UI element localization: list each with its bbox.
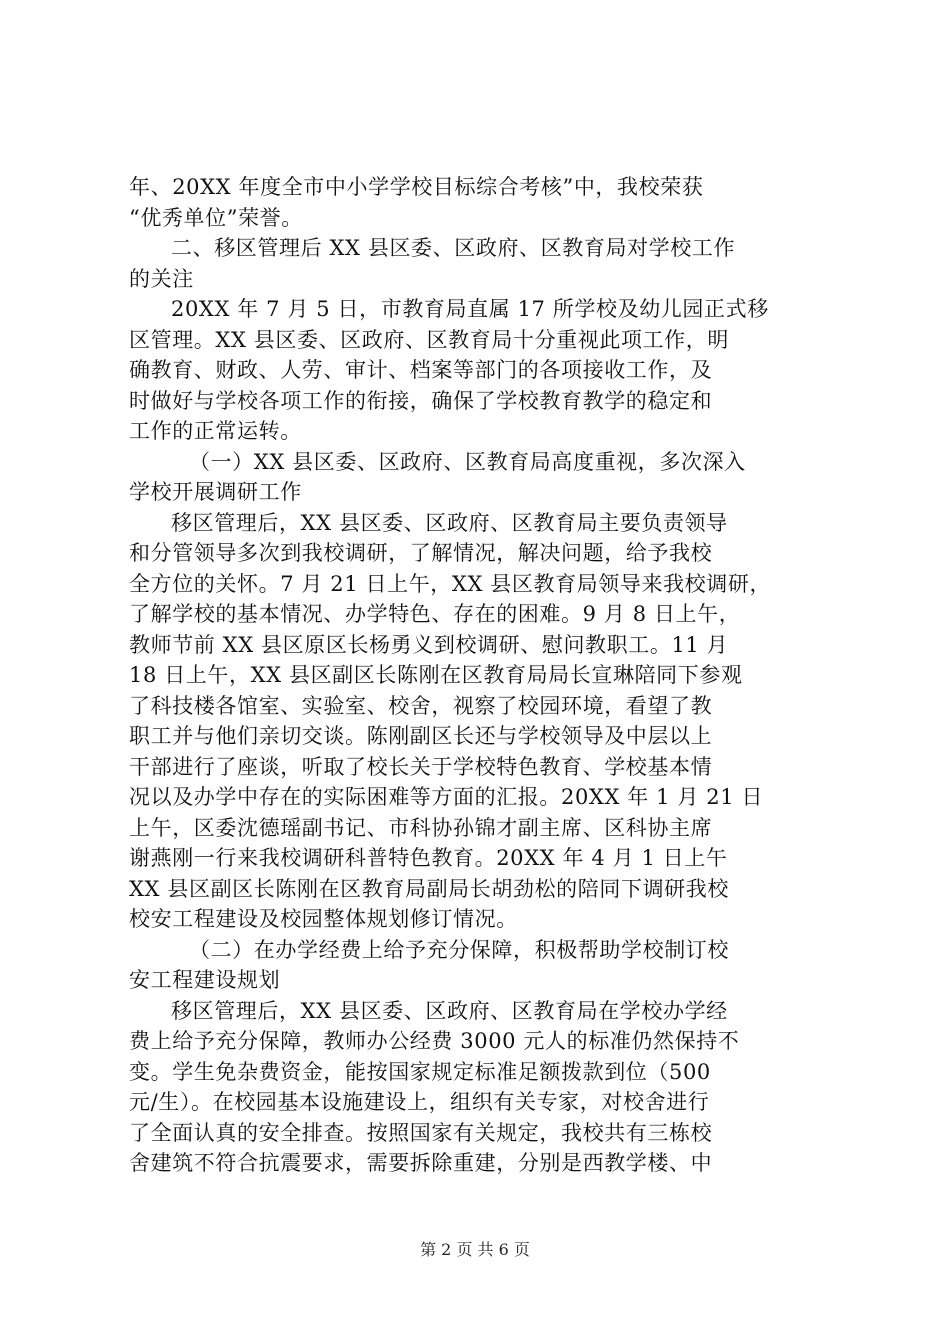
paragraph-line: 了科技楼各馆室、实验室、校舍，视察了校园环境，看望了教	[129, 693, 713, 718]
page-number-label: 第 2 页 共 6 页	[420, 1240, 530, 1259]
subsection-heading: （二）在办学经费上给予充分保障，积极帮助学校制订校	[189, 937, 729, 962]
paragraph-line: 了解学校的基本情况、办学特色、存在的困难。9 月 8 日上午，	[129, 602, 741, 626]
paragraph-line: 费上给予充分保障，教师办公经费 3000 元人的标准仍然保持不	[129, 1029, 740, 1053]
paragraph-line: 职工并与他们亲切交谈。陈刚副区长还与学校领导及中层以上	[129, 724, 713, 748]
paragraph-line: 移区管理后，XX 县区委、区政府、区教育局主要负责领导	[171, 510, 728, 535]
paragraph-line: 校安工程建设及校园整体规划修订情况。	[129, 907, 518, 931]
paragraph-line: 确教育、财政、人劳、审计、档案等部门的各项接收工作，及	[129, 358, 713, 382]
paragraph-line: XX 县区副区长陈刚在区教育局副局长胡劲松的陪同下调研我校	[129, 876, 729, 901]
subsection-heading: （一）XX 县区委、区政府、区教育局高度重视，多次深入	[189, 449, 746, 474]
paragraph-line: 区管理。XX 县区委、区政府、区教育局十分重视此项工作，明	[129, 327, 729, 352]
paragraph-line: 上午，区委沈德瑶副书记、市科协孙锦才副主席、区科协主席	[129, 815, 713, 840]
section-heading: 二、移区管理后 XX 县区委、区政府、区教育局对学校工作	[171, 236, 736, 260]
paragraph-line: 教师节前 XX 县区原区长杨勇义到校调研、慰问教职工。11 月	[129, 632, 729, 657]
paragraph-line: 和分管领导多次到我校调研，了解情况，解决问题，给予我校	[129, 541, 713, 565]
paragraph-line: 元/生）。在校园基本设施建设上，组织有关专家，对校舍进行	[129, 1090, 710, 1114]
paragraph-line: 变。学生免杂费资金，能按国家规定标准足额拨款到位（500	[129, 1059, 711, 1084]
paragraph-line: 干部进行了座谈，听取了校长关于学校特色教育、学校基本情	[129, 754, 713, 779]
paragraph-line: 谢燕刚一行来我校调研科普特色教育。20XX 年 4 月 1 日上午	[129, 846, 728, 870]
paragraph-line: 工作的正常运转。	[129, 419, 302, 443]
subsection-heading: 安工程建设规划	[129, 968, 281, 992]
paragraph-line: 舍建筑不符合抗震要求，需要拆除重建，分别是西教学楼、中	[129, 1151, 713, 1175]
paragraph-line: 移区管理后，XX 县区委、区政府、区教育局在学校办学经	[171, 998, 728, 1023]
paragraph-line: 18 日上午，XX 县区副区长陈刚在区教育局局长宣琳陪同下参观	[129, 663, 743, 687]
paragraph-line: 了全面认真的安全排查。按照国家有关规定，我校共有三栋校	[129, 1120, 713, 1145]
document-body	[129, 172, 829, 1179]
section-heading: 的关注	[129, 266, 194, 291]
paragraph-line: 全方位的关怀。7 月 21 日上午，XX 县区教育局领导来我校调研，	[129, 571, 772, 596]
text-line: “优秀单位”荣誉。	[129, 205, 303, 230]
text-line: 年、20XX 年度全市中小学学校目标综合考核”中，我校荣获	[129, 175, 704, 199]
subsection-heading: 学校开展调研工作	[129, 480, 302, 504]
paragraph-line: 况以及办学中存在的实际困难等方面的汇报。20XX 年 1 月 21 日	[129, 785, 764, 809]
paragraph-line: 时做好与学校各项工作的衔接，确保了学校教育教学的稳定和	[129, 388, 713, 413]
page-footer	[0, 1240, 950, 1260]
paragraph-line: 20XX 年 7 月 5 日，市教育局直属 17 所学校及幼儿园正式移	[171, 297, 769, 321]
